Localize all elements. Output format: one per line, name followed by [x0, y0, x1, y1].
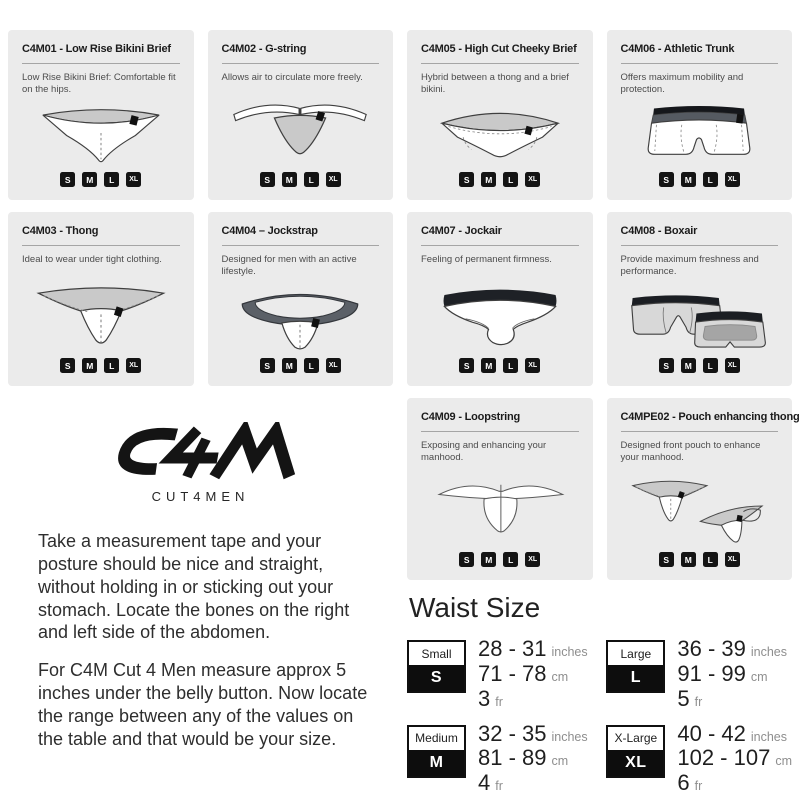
athletic-trunk-illustration	[621, 97, 779, 172]
fr-value: 6	[677, 770, 690, 796]
product-description: Allows air to circulate more freely.	[221, 72, 363, 83]
size-letter: S	[409, 665, 464, 691]
product-title: C4M05 - High Cut Cheeky Brief	[421, 43, 577, 55]
inches-unit: inches	[551, 729, 588, 744]
product-description: Provide maximum freshness and performance.	[620, 254, 759, 278]
size-badges	[222, 172, 380, 189]
inches-unit: inches	[551, 645, 588, 659]
size-badge-xl: XL	[126, 172, 141, 187]
product-description: Designed for men with an active lifestyle.	[221, 254, 357, 278]
size-badges	[621, 358, 779, 375]
size-badge-xl: XL	[525, 552, 540, 567]
divider	[421, 245, 579, 246]
divider	[421, 63, 579, 64]
instructions-paragraph-2: For C4M Cut 4 Men measure approx 5 inches under the belly button. Now locate the range between any of the values on the table and that would be your size.	[38, 660, 368, 749]
g-string-illustration	[222, 84, 380, 172]
size-badge-m: M	[681, 358, 696, 373]
size-badge-s: S	[459, 358, 474, 373]
cm-unit: cm	[551, 754, 569, 769]
divider	[621, 245, 779, 246]
size-badge-s: S	[659, 172, 674, 187]
size-badge-xl: XL	[126, 358, 141, 373]
product-card-c4m08	[607, 212, 793, 386]
size-badge-s: S	[60, 172, 75, 187]
size-badge-s: S	[60, 358, 75, 373]
product-title: C4M03 - Thong	[22, 225, 99, 237]
size-badge-l: L	[703, 552, 718, 567]
waist-size-entry-medium	[407, 720, 592, 797]
size-badge-m: M	[282, 172, 297, 187]
divider	[22, 245, 180, 246]
size-badge-s: S	[459, 552, 474, 567]
size-badge-l: L	[503, 172, 518, 187]
size-letter: M	[409, 750, 464, 776]
waist-size-section	[407, 592, 792, 798]
fr-unit: fr	[495, 694, 503, 709]
inches-value: 28 - 31	[478, 636, 547, 661]
boxair-illustration	[621, 279, 779, 358]
size-badges	[222, 358, 380, 375]
size-badge-l: L	[703, 358, 718, 373]
product-card-c4m03	[8, 212, 194, 386]
size-badge-xl: XL	[525, 172, 540, 187]
size-badge-m: M	[681, 172, 696, 187]
content-grid	[8, 30, 800, 798]
jockair-illustration	[421, 266, 579, 358]
waist-size-entry-xlarge	[606, 720, 792, 797]
measurement-instructions	[38, 530, 374, 751]
size-box	[407, 725, 466, 778]
product-title: C4M08 - Boxair	[620, 225, 698, 237]
size-badge-s: S	[659, 358, 674, 373]
size-badge-xl: XL	[326, 358, 341, 373]
waist-size-entry-large	[606, 636, 792, 712]
pouch-enhancing-thong-illustration	[621, 465, 779, 552]
size-badge-s: S	[459, 172, 474, 187]
cm-value: 91 - 99	[677, 660, 746, 686]
size-badge-s: S	[260, 358, 275, 373]
size-badge-xl: XL	[725, 552, 740, 567]
product-title: C4MPE02 - Pouch enhancing thong	[620, 411, 800, 423]
product-card-c4m02	[208, 30, 394, 200]
size-values	[677, 722, 792, 797]
product-title: C4M07 - Jockair	[421, 225, 502, 237]
size-badge-l: L	[503, 552, 518, 567]
divider	[621, 63, 779, 64]
inches-unit: inches	[750, 645, 787, 659]
size-badge-xl: XL	[725, 172, 740, 187]
product-description: Exposing and enhancing your manhood.	[421, 440, 547, 464]
divider	[222, 63, 380, 64]
product-title: C4M02 - G-string	[221, 43, 307, 55]
size-badge-m: M	[82, 172, 97, 187]
size-badges	[421, 552, 579, 569]
thong-illustration	[22, 266, 180, 358]
product-title: C4M04 – Jockstrap	[221, 225, 318, 237]
size-badges	[621, 172, 779, 189]
size-label: Medium	[409, 727, 464, 750]
size-badge-m: M	[481, 358, 496, 373]
product-card-c4m07	[407, 212, 593, 386]
size-badge-xl: XL	[525, 358, 540, 373]
size-badge-m: M	[481, 552, 496, 567]
product-card-c4m01	[8, 30, 194, 200]
cm-value: 102 - 107	[677, 745, 771, 771]
size-badge-xl: XL	[725, 358, 740, 373]
fr-value: 4	[478, 770, 491, 796]
divider	[222, 245, 380, 246]
size-box	[407, 640, 466, 693]
waist-size-table	[407, 636, 792, 796]
product-title: C4M01 - Low Rise Bikini Brief	[22, 43, 171, 55]
divider	[421, 431, 579, 432]
size-badge-l: L	[503, 358, 518, 373]
jockstrap-illustration	[222, 279, 380, 358]
inches-value: 32 - 35	[478, 720, 547, 746]
divider	[22, 63, 180, 64]
size-letter: L	[608, 665, 663, 691]
size-label: X-Large	[608, 727, 663, 750]
size-badges	[421, 172, 579, 189]
brand-logo-subtext: CUT4MEN	[151, 489, 250, 504]
product-card-c4m04	[208, 212, 394, 386]
fr-value: 5	[677, 685, 690, 711]
cm-unit: cm	[750, 669, 768, 684]
size-box	[606, 725, 665, 778]
size-letter: XL	[608, 750, 663, 776]
size-badge-l: L	[104, 358, 119, 373]
product-description: Hybrid between a thong and a brief bikini.	[421, 72, 569, 96]
size-badge-m: M	[282, 358, 297, 373]
fr-unit: fr	[694, 779, 703, 794]
size-badges	[621, 552, 779, 569]
size-label: Large	[608, 642, 663, 665]
size-badges	[22, 358, 180, 375]
size-badge-l: L	[104, 172, 119, 187]
size-badges	[421, 358, 579, 375]
size-badge-s: S	[260, 172, 275, 187]
product-card-c4mpe02	[607, 398, 800, 580]
size-badge-l: L	[703, 172, 718, 187]
product-card-c4m06	[607, 30, 793, 200]
divider	[621, 431, 779, 432]
size-label: Small	[409, 642, 464, 665]
cm-value: 71 - 78	[478, 660, 547, 686]
cm-unit: cm	[775, 754, 792, 769]
product-card-c4m05	[407, 30, 593, 200]
brand-logo	[8, 422, 393, 504]
cm-unit: cm	[551, 669, 569, 684]
size-badge-l: L	[304, 358, 319, 373]
product-description: Ideal to wear under tight clothing.	[22, 254, 162, 265]
product-description: Low Rise Bikini Brief: Comfortable fit on the hips.	[22, 72, 176, 96]
fr-unit: fr	[495, 779, 503, 794]
size-badge-m: M	[681, 552, 696, 567]
product-description: Offers maximum mobility and protection.	[620, 72, 744, 96]
waist-size-title: Waist Size	[409, 592, 541, 623]
size-badge-l: L	[304, 172, 319, 187]
size-badge-xl: XL	[326, 172, 341, 187]
instructions-paragraph-1: Take a measurement tape and your posture should be nice and straight, without holding in or sticking out your stomach. Locate the bones on the right and left side of the abdomen.	[38, 531, 350, 643]
loopstring-illustration	[421, 465, 579, 552]
size-badges	[22, 172, 180, 189]
inches-unit: inches	[750, 729, 787, 744]
fr-value: 3	[478, 685, 491, 711]
size-badge-m: M	[481, 172, 496, 187]
product-card-c4m09	[407, 398, 593, 580]
inches-value: 40 - 42	[677, 720, 746, 746]
cm-value: 81 - 89	[478, 745, 547, 771]
product-description: Designed front pouch to enhance your manhood.	[620, 440, 761, 464]
size-box	[606, 640, 665, 693]
product-title: C4M09 - Loopstring	[421, 411, 521, 423]
size-values	[677, 637, 787, 712]
inches-value: 36 - 39	[677, 636, 746, 661]
waist-size-entry-small	[407, 636, 592, 712]
size-badge-s: S	[659, 552, 674, 567]
size-values	[478, 637, 588, 712]
brand-info-block	[8, 398, 393, 798]
size-badge-m: M	[82, 358, 97, 373]
fr-unit: fr	[694, 694, 703, 709]
low-rise-bikini-brief-illustration	[22, 97, 180, 172]
product-title: C4M06 - Athletic Trunk	[620, 43, 735, 55]
c4m-logo-icon	[98, 422, 303, 483]
product-description: Feeling of permanent firmness.	[421, 254, 552, 265]
high-cut-cheeky-brief-illustration	[421, 97, 579, 172]
size-values	[478, 722, 588, 797]
